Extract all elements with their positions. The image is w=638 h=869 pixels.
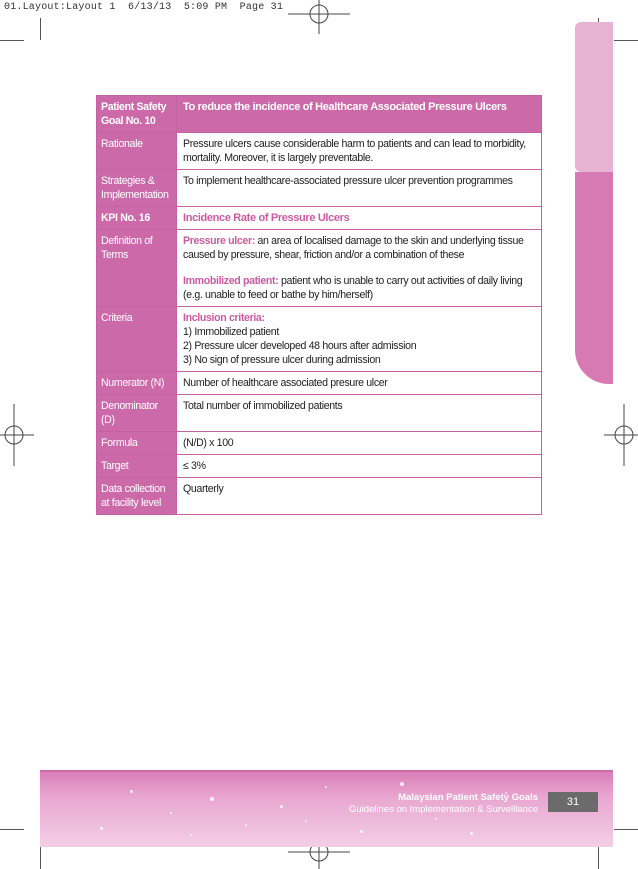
definition-text-pressure-ulcer: an area of localised damage to the skin and underlying tissue caused by pressure, shear, friction and/or a combination of these — [183, 235, 524, 261]
criteria-list — [183, 325, 535, 367]
table-row-denominator — [97, 395, 542, 432]
print-slug: 01.Layout:Layout 1 6/13/13 5:09 PM Page 31 — [4, 2, 284, 13]
sparkle-decoration — [170, 812, 172, 814]
crop-mark — [614, 40, 638, 41]
page-number: 31 — [548, 792, 598, 812]
strategies-value: To implement healthcare-associated pressure ulcer prevention programmes — [177, 170, 542, 207]
table-row-criteria — [97, 307, 542, 372]
sparkle-decoration — [305, 820, 307, 822]
side-tab-dark — [575, 172, 613, 384]
definition-value — [177, 230, 542, 307]
list-item: 3) No sign of pressure ulcer during admission — [183, 354, 381, 366]
kpi-label: KPI No. 16 — [97, 207, 177, 230]
registration-mark-left — [0, 404, 34, 466]
table-row-numerator — [97, 372, 542, 395]
crop-mark — [598, 846, 599, 869]
side-tab-light — [575, 22, 613, 172]
criteria-title: Inclusion criteria: — [183, 312, 265, 324]
sparkle-decoration — [470, 832, 473, 835]
rationale-value: Pressure ulcers cause considerable harm to patients and can lead to morbidity, mortality. Moreover, it is largely preventable. — [177, 133, 542, 170]
crop-mark — [40, 846, 41, 869]
sparkle-decoration — [360, 830, 363, 833]
term-pressure-ulcer: Pressure ulcer: — [183, 235, 255, 247]
rationale-label: Rationale — [97, 133, 177, 170]
definition-text-immobilized-patient: patient who is unable to carry out activities of daily living (e.g. unable to feed or bathe by him/herself) — [183, 275, 523, 301]
formula-value: (N/D) x 100 — [177, 432, 542, 455]
criteria-value — [177, 307, 542, 372]
table-row-kpi — [97, 207, 542, 230]
formula-label: Formula — [97, 432, 177, 455]
footer-title: Malaysian Patient Safety Goals — [398, 792, 538, 803]
data-collection-value: Quarterly — [177, 478, 542, 515]
sparkle-decoration — [210, 797, 214, 801]
sparkle-decoration — [100, 827, 103, 830]
sparkle-decoration — [130, 790, 133, 793]
criteria-label: Criteria — [97, 307, 177, 372]
table-row-data-collection — [97, 478, 542, 515]
kpi-value: Incidence Rate of Pressure Ulcers — [177, 207, 542, 230]
footer-subtitle: Guidelines on Implementation & Surveillance — [348, 804, 538, 815]
list-item: 2) Pressure ulcer developed 48 hours after admission — [183, 340, 417, 352]
goal-value: To reduce the incidence of Healthcare Associated Pressure Ulcers — [177, 96, 542, 133]
numerator-value: Number of healthcare associated presure ulcer — [177, 372, 542, 395]
crop-mark — [0, 829, 24, 830]
crop-mark — [614, 829, 638, 830]
sparkle-decoration — [400, 782, 404, 786]
denominator-label: Denominator (D) — [97, 395, 177, 432]
strategies-label: Strategies & Implementation — [97, 170, 177, 207]
list-item: 1) Immobilized patient — [183, 326, 279, 338]
table-row-formula — [97, 432, 542, 455]
sparkle-decoration — [245, 824, 247, 826]
table-row-strategies — [97, 170, 542, 207]
sparkle-decoration — [280, 805, 283, 808]
table-row-definition — [97, 230, 542, 307]
crop-mark — [0, 40, 24, 41]
definition-pressure-ulcer — [183, 234, 535, 262]
target-label: Target — [97, 455, 177, 478]
definition-label: Definition of Terms — [97, 230, 177, 307]
table-row-goal — [97, 96, 542, 133]
table-row-rationale — [97, 133, 542, 170]
data-collection-label: Data collection at facility level — [97, 478, 177, 515]
sparkle-decoration — [325, 786, 327, 788]
definition-immobilized-patient — [183, 274, 535, 302]
crop-mark — [40, 18, 41, 40]
target-value: ≤ 3% — [177, 455, 542, 478]
registration-mark-top — [288, 0, 350, 34]
kpi-table — [96, 95, 542, 515]
numerator-label: Numerator (N) — [97, 372, 177, 395]
table-row-target — [97, 455, 542, 478]
sparkle-decoration — [435, 818, 437, 820]
sparkle-decoration — [190, 834, 192, 836]
term-immobilized-patient: Immobilized patient: — [183, 275, 279, 287]
registration-mark-right — [604, 404, 638, 466]
goal-label: Patient Safety Goal No. 10 — [97, 96, 177, 133]
denominator-value: Total number of immobilized patients — [177, 395, 542, 432]
